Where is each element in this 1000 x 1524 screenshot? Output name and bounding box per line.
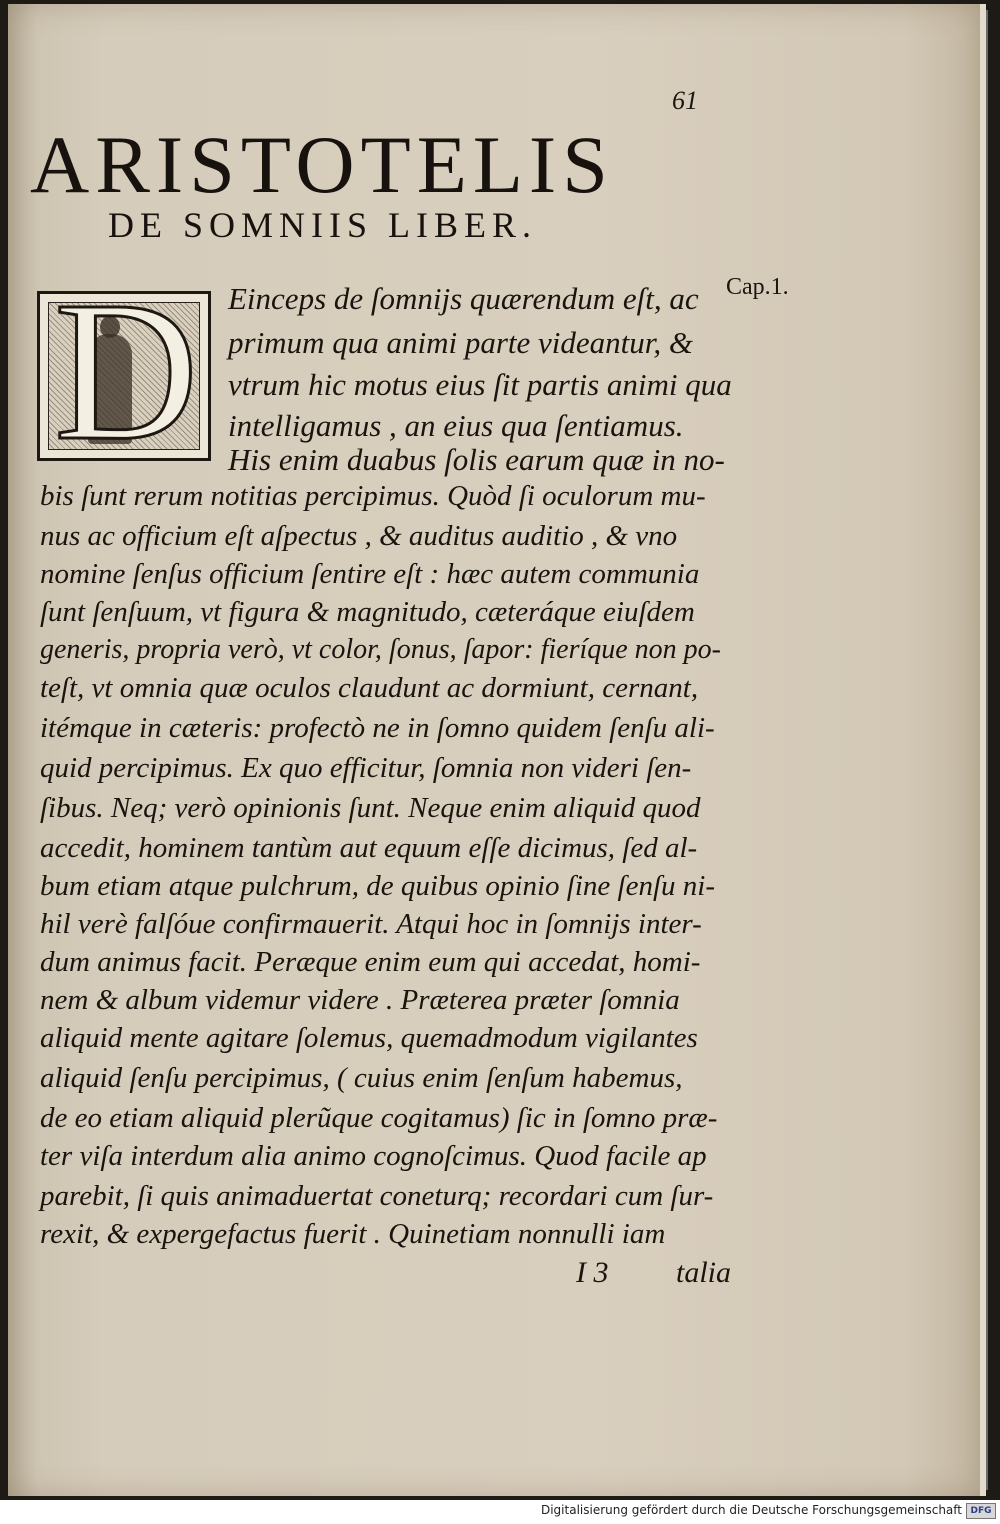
text-line: vtrum hic motus eius ſit partis animi qua — [228, 367, 732, 402]
text-line: bis ſunt rerum notitias percipimus. Quòd ſi oculorum mu- — [40, 480, 706, 512]
text-line: teſt, vt omnia quæ oculos claudunt ac dormiunt, cernant, — [40, 672, 699, 704]
text-line: nem & album videmur videre . Præterea præter ſomnia — [40, 984, 680, 1016]
text-line: aliquid ſenſu percipimus, ( cuius enim ſenſum habemus, — [40, 1062, 683, 1094]
initial-letter: D — [54, 291, 199, 461]
page-title: ARISTOTELIS — [30, 119, 614, 210]
text-line: generis, propria verò, vt color, ſonus, ſapor: fieríque non po- — [40, 634, 722, 665]
text-line: parebit, ſi quis animaduertat coneturq; recordari cum ſur- — [40, 1180, 714, 1212]
text-line: ſibus. Neq; verò opinionis ſunt. Neque enim aliquid quod — [40, 792, 701, 824]
text-line: His enim duabus ſolis earum quæ in no- — [228, 442, 725, 477]
text-line: aliquid mente agitare ſolemus, quemadmodum vigilantes — [40, 1022, 698, 1054]
text-line: accedit, hominem tantùm aut equum eſſe dicimus, ſed al- — [40, 832, 698, 864]
page-number: 61 — [672, 86, 698, 115]
text-line: nus ac officium eſt aſpectus , & auditus auditio , & vno — [40, 520, 678, 552]
dfg-logo: DFG — [966, 1503, 996, 1519]
text-line: bum etiam atque pulchrum, de quibus opinio ſine ſenſu ni- — [40, 870, 715, 902]
footer-credit: Digitalisierung gefördert durch die Deutsche Forschungsgemeinschaft — [540, 1503, 962, 1517]
decorated-initial — [37, 291, 211, 461]
page-subtitle: DE SOMNIIS LIBER. — [108, 205, 538, 245]
text-line: ſunt ſenſuum, vt figura & magnitudo, cæteráque eiuſdem — [40, 596, 695, 628]
text-line: hil verè falſóue confirmauerit. Atqui hoc in ſomnijs inter- — [40, 908, 702, 940]
text-line: quid percipimus. Ex quo efficitur, ſomnia non videri ſen- — [40, 752, 692, 784]
signature-mark: I 3 — [576, 1256, 609, 1289]
text-line: primum qua animi parte videantur, & — [228, 325, 693, 360]
text-line: Einceps de ſomnijs quærendum eſt, ac — [228, 281, 699, 316]
catchword: talia — [676, 1256, 732, 1289]
text-line: itémque in cæteris: profectò ne in ſomno quidem ſenſu ali- — [40, 712, 715, 744]
text-line: nomine ſenſus officium ſentire eſt : hæc autem communia — [40, 558, 700, 590]
text-line: de eo etiam aliquid plerũque cogitamus) ſic in ſomno præ- — [40, 1102, 718, 1134]
text-line: dum animus facit. Peræque enim eum qui accedat, homi- — [40, 946, 701, 978]
text-line: ter viſa interdum alia animo cognoſcimus. Quod facile ap — [40, 1140, 707, 1172]
text-line: rexit, & expergefactus fuerit . Quinetiam nonnulli iam — [40, 1218, 666, 1250]
chapter-marginal-note: Cap.1. — [726, 274, 789, 300]
text-line: intelligamus , an eius qua ſentiamus. — [228, 408, 684, 443]
